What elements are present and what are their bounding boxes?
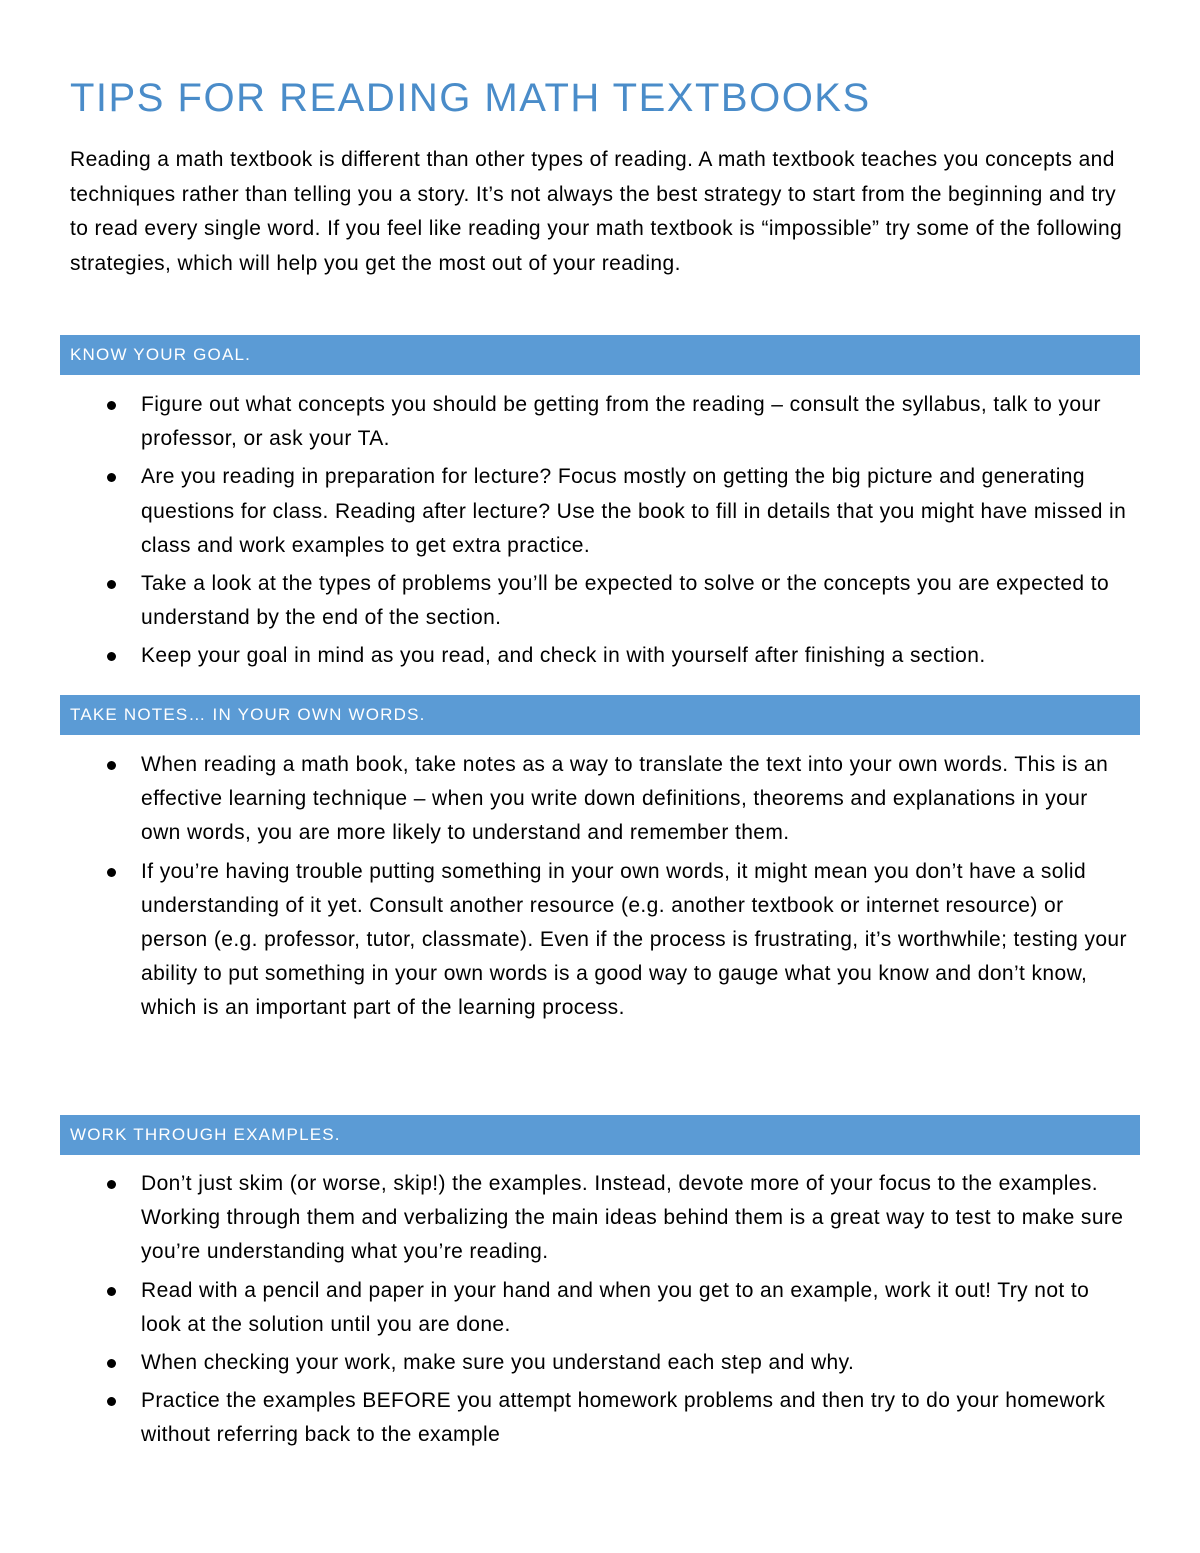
bullet-list-know-your-goal: [141, 388, 1131, 678]
intro-paragraph: Reading a math textbook is different than other types of reading. A math textbook teaches you concepts and techniques rather than telling you a story. It’s not always the best strategy to start from the beginning and try to read every single word. If you feel like reading your math textbook is “impossible” try some of the following strategies, which will help you get the most out of your reading.: [70, 148, 1123, 275]
section-heading-take-notes: TAKE NOTES… IN YOUR OWN WORDS.: [60, 695, 1140, 735]
list-item: Are you reading in preparation for lecture? Focus mostly on getting the big picture and generating questions for class. Reading after lecture? Use the book to fill in details that you might have missed in class and work examples to get extra practice.: [141, 460, 1131, 563]
list-item: Don’t just skim (or worse, skip!) the examples. Instead, devote more of your focus to the examples. Working through them and verbalizing the main ideas behind them is a great way to test to make sure you’re understanding what you’re reading.: [141, 1167, 1131, 1270]
list-item: Practice the examples BEFORE you attempt homework problems and then try to do your homework without referring back to the example: [141, 1384, 1131, 1452]
bullet-list-take-notes: [141, 748, 1131, 1030]
section-heading-work-through-examples: WORK THROUGH EXAMPLES.: [60, 1115, 1140, 1155]
list-item: Figure out what concepts you should be getting from the reading – consult the syllabus, talk to your professor, or ask your TA.: [141, 388, 1131, 456]
list-item: Read with a pencil and paper in your hand and when you get to an example, work it out! Try not to look at the solution until you are done.: [141, 1274, 1131, 1342]
list-item: When checking your work, make sure you understand each step and why.: [141, 1346, 1131, 1380]
list-item: Keep your goal in mind as you read, and check in with yourself after finishing a section.: [141, 639, 1131, 673]
list-item: Take a look at the types of problems you’ll be expected to solve or the concepts you are expected to understand by the end of the section.: [141, 567, 1131, 635]
list-item: If you’re having trouble putting something in your own words, it might mean you don’t have a solid understanding of it yet. Consult another resource (e.g. another textbook or internet resource) or person (e.g. professor, tutor, classmate). Even if the process is frustrating, it’s worthwhile; testing your ability to put something in your own words is a good way to gauge what you know and don’t know, which is an important part of the learning process.: [141, 855, 1131, 1026]
page-title: TIPS FOR READING MATH TEXTBOOKS: [70, 76, 871, 120]
section-heading-know-your-goal: KNOW YOUR GOAL.: [60, 335, 1140, 375]
list-item: When reading a math book, take notes as a way to translate the text into your own words. This is an effective learning technique – when you write down definitions, theorems and explanations in your own words, you are more likely to understand and remember them.: [141, 748, 1131, 851]
bullet-list-work-through-examples: [141, 1167, 1131, 1457]
